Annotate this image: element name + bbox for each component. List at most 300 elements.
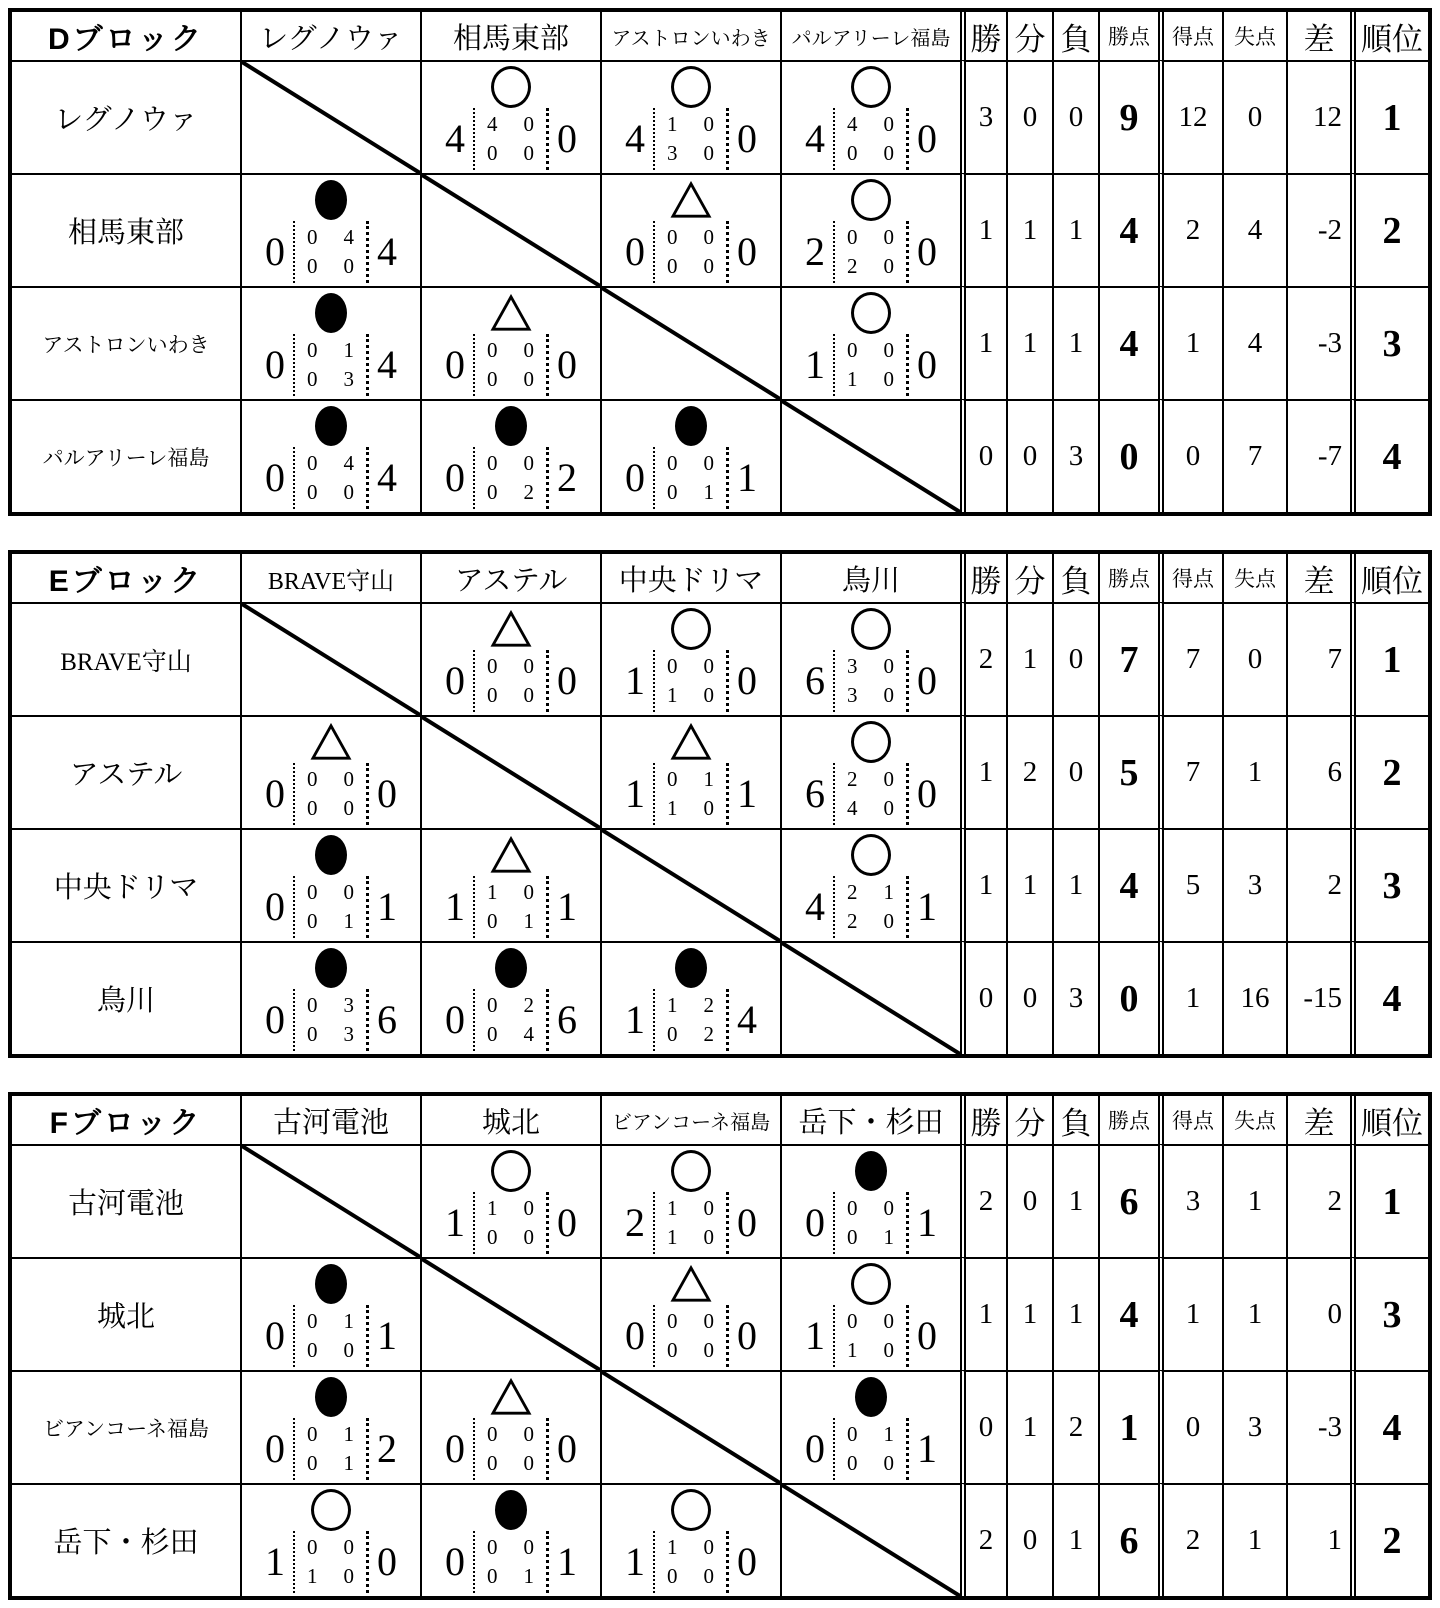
win-icon (491, 1150, 531, 1192)
stat-header: 分 (1006, 12, 1052, 60)
period-score: 0 (523, 367, 534, 391)
period-score: 3 (847, 683, 858, 707)
period-score: 0 (667, 1564, 678, 1588)
draw-icon (490, 608, 532, 650)
draws-cell: 2 (1006, 715, 1052, 828)
loss-icon (315, 405, 347, 447)
away-score: 1 (737, 771, 757, 816)
goal-diff-cell: 12 (1286, 60, 1350, 173)
period-scores (653, 447, 729, 509)
match-cell (240, 1483, 420, 1596)
stat-header: 失点 (1222, 1096, 1286, 1144)
opponent-header: ビアンコーネ福島 (600, 1096, 780, 1144)
stat-header: 負 (1052, 1096, 1098, 1144)
opponent-header: BRAVE守山 (240, 554, 420, 602)
goal-diff-cell: 1 (1286, 1483, 1350, 1596)
period-scores (653, 1192, 729, 1254)
rank-cell: 2 (1350, 1483, 1428, 1596)
score-line (437, 876, 585, 938)
goals-for-cell: 1 (1158, 286, 1222, 399)
loss-icon (495, 947, 527, 989)
goals-for-cell: 2 (1158, 173, 1222, 286)
period-score: 0 (703, 451, 714, 475)
period-score: 0 (487, 1564, 498, 1588)
score-line (257, 989, 405, 1051)
loss-icon (315, 834, 347, 876)
draw-icon (670, 179, 712, 221)
score-line (257, 1305, 405, 1367)
wins-cell: 2 (960, 602, 1006, 715)
period-score: 0 (703, 225, 714, 249)
diagonal-cell (780, 399, 960, 512)
opponent-header: 岳下・杉田 (780, 1096, 960, 1144)
draw-icon (490, 292, 532, 334)
period-scores (653, 221, 729, 283)
period-score: 0 (703, 141, 714, 165)
points-cell: 5 (1098, 715, 1158, 828)
goals-against-cell: 3 (1222, 1370, 1286, 1483)
opponent-header: 鳥川 (780, 554, 960, 602)
goals-against-cell: 16 (1222, 941, 1286, 1054)
match-cell (780, 715, 960, 828)
period-score: 0 (487, 480, 498, 504)
period-score: 0 (343, 1338, 354, 1362)
diagonal-cell (780, 941, 960, 1054)
diagonal-cell (600, 286, 780, 399)
period-scores (473, 447, 549, 509)
period-score: 0 (307, 1451, 318, 1475)
wins-cell: 2 (960, 1483, 1006, 1596)
period-score: 0 (667, 254, 678, 278)
diagonal-line (242, 62, 420, 173)
draws-cell: 1 (1006, 1370, 1052, 1483)
period-score: 0 (883, 1338, 894, 1362)
diagonal-cell (420, 715, 600, 828)
goals-for-cell: 7 (1158, 715, 1222, 828)
wins-cell: 1 (960, 173, 1006, 286)
match-cell (420, 399, 600, 512)
score-line (437, 108, 585, 170)
home-score: 0 (805, 1426, 825, 1471)
stat-header: 得点 (1158, 1096, 1222, 1144)
losses-cell: 0 (1052, 715, 1098, 828)
diagonal-line (422, 1259, 600, 1370)
period-score: 0 (307, 225, 318, 249)
score-line (797, 334, 945, 396)
period-score: 1 (307, 1564, 318, 1588)
score-line (617, 989, 765, 1051)
rank-cell: 2 (1350, 715, 1428, 828)
period-score: 1 (703, 480, 714, 504)
home-score: 2 (805, 229, 825, 274)
away-score: 1 (737, 455, 757, 500)
period-score: 0 (847, 338, 858, 362)
opponent-header: アステル (420, 554, 600, 602)
goals-against-cell: 1 (1222, 1257, 1286, 1370)
home-score: 0 (445, 997, 465, 1042)
period-scores (473, 1531, 549, 1593)
goals-against-cell: 1 (1222, 1483, 1286, 1596)
home-score: 0 (445, 455, 465, 500)
away-score: 0 (557, 658, 577, 703)
win-icon (851, 608, 891, 650)
losses-cell: 1 (1052, 173, 1098, 286)
team-name: レグノウァ (12, 60, 240, 173)
score-line (617, 1531, 765, 1593)
win-icon (671, 1489, 711, 1531)
opponent-header: 中央ドリマ (600, 554, 780, 602)
away-score: 1 (377, 1313, 397, 1358)
goals-for-cell: 5 (1158, 828, 1222, 941)
stat-header: 勝 (960, 1096, 1006, 1144)
period-scores (293, 1531, 369, 1593)
home-score: 1 (625, 658, 645, 703)
period-score: 0 (523, 1451, 534, 1475)
diagonal-line (242, 604, 420, 715)
match-cell (420, 286, 600, 399)
points-cell: 7 (1098, 602, 1158, 715)
score-line (437, 447, 585, 509)
home-score: 0 (625, 229, 645, 274)
away-score: 1 (377, 884, 397, 929)
team-name: 相馬東部 (12, 173, 240, 286)
period-score: 0 (703, 1564, 714, 1588)
away-score: 0 (917, 658, 937, 703)
period-score: 0 (847, 225, 858, 249)
period-score: 0 (307, 367, 318, 391)
wins-cell: 0 (960, 941, 1006, 1054)
period-score: 0 (883, 767, 894, 791)
period-score: 1 (343, 1422, 354, 1446)
score-line (617, 447, 765, 509)
home-score: 0 (265, 455, 285, 500)
period-score: 0 (487, 909, 498, 933)
period-scores (473, 334, 549, 396)
wins-cell: 1 (960, 828, 1006, 941)
period-score: 0 (487, 1451, 498, 1475)
period-scores (293, 1305, 369, 1367)
period-score: 2 (523, 993, 534, 1017)
match-cell (420, 602, 600, 715)
home-score: 0 (265, 229, 285, 274)
rank-cell: 4 (1350, 941, 1428, 1054)
points-cell: 1 (1098, 1370, 1158, 1483)
period-score: 0 (523, 880, 534, 904)
period-score: 0 (883, 254, 894, 278)
goal-diff-cell: 2 (1286, 828, 1350, 941)
stat-header: 差 (1286, 1096, 1350, 1144)
match-cell (240, 715, 420, 828)
diagonal-line (782, 1485, 960, 1596)
home-score: 0 (805, 1200, 825, 1245)
period-score: 0 (343, 254, 354, 278)
period-score: 0 (343, 767, 354, 791)
diagonal-cell (420, 1257, 600, 1370)
home-score: 0 (625, 455, 645, 500)
diagonal-cell (240, 60, 420, 173)
period-score: 0 (487, 683, 498, 707)
losses-cell: 1 (1052, 1144, 1098, 1257)
match-cell (780, 286, 960, 399)
diagonal-line (782, 401, 960, 512)
home-score: 6 (805, 771, 825, 816)
period-scores (473, 1192, 549, 1254)
goals-for-cell: 0 (1158, 399, 1222, 512)
home-score: 0 (625, 1313, 645, 1358)
match-cell (240, 399, 420, 512)
period-score: 0 (667, 1022, 678, 1046)
match-cell (780, 1370, 960, 1483)
rank-cell: 4 (1350, 399, 1428, 512)
match-cell (240, 941, 420, 1054)
period-score: 0 (883, 112, 894, 136)
period-score: 0 (307, 1338, 318, 1362)
goals-against-cell: 1 (1222, 715, 1286, 828)
goal-diff-cell: -7 (1286, 399, 1350, 512)
period-scores (833, 876, 909, 938)
away-score: 4 (377, 229, 397, 274)
period-score: 4 (487, 112, 498, 136)
period-score: 4 (523, 1022, 534, 1046)
losses-cell: 1 (1052, 1483, 1098, 1596)
team-name: ビアンコーネ福島 (12, 1370, 240, 1483)
match-cell (240, 1257, 420, 1370)
period-score: 3 (343, 367, 354, 391)
away-score: 0 (737, 229, 757, 274)
opponent-header: 古河電池 (240, 1096, 420, 1144)
period-score: 0 (883, 141, 894, 165)
away-score: 1 (557, 884, 577, 929)
score-line (797, 876, 945, 938)
team-name: 城北 (12, 1257, 240, 1370)
period-score: 0 (523, 1422, 534, 1446)
team-name: アステル (12, 715, 240, 828)
period-score: 0 (847, 1451, 858, 1475)
home-score: 6 (805, 658, 825, 703)
loss-icon (495, 405, 527, 447)
match-cell (600, 399, 780, 512)
match-cell (240, 1370, 420, 1483)
block-table-E (8, 550, 1432, 1058)
period-score: 1 (667, 796, 678, 820)
period-score: 0 (703, 683, 714, 707)
period-score: 0 (703, 1225, 714, 1249)
home-score: 0 (445, 342, 465, 387)
period-scores (833, 108, 909, 170)
period-score: 1 (523, 909, 534, 933)
stat-header: 順位 (1350, 554, 1428, 602)
match-cell (600, 1483, 780, 1596)
score-line (437, 989, 585, 1051)
period-score: 1 (883, 1225, 894, 1249)
period-score: 0 (487, 1535, 498, 1559)
period-score: 0 (847, 1422, 858, 1446)
opponent-header: 城北 (420, 1096, 600, 1144)
home-score: 1 (805, 1313, 825, 1358)
period-score: 0 (307, 796, 318, 820)
period-score: 1 (667, 993, 678, 1017)
draw-icon (490, 1376, 532, 1418)
period-score: 1 (343, 1309, 354, 1333)
team-name: BRAVE守山 (12, 602, 240, 715)
match-cell (780, 1257, 960, 1370)
period-score: 0 (883, 1196, 894, 1220)
draws-cell: 1 (1006, 1257, 1052, 1370)
score-line (617, 221, 765, 283)
score-line (797, 221, 945, 283)
score-line (257, 876, 405, 938)
home-score: 1 (625, 997, 645, 1042)
score-line (617, 650, 765, 712)
period-score: 0 (487, 141, 498, 165)
stat-header: 差 (1286, 12, 1350, 60)
period-score: 0 (703, 1196, 714, 1220)
losses-cell: 0 (1052, 60, 1098, 173)
away-score: 0 (737, 116, 757, 161)
home-score: 4 (805, 884, 825, 929)
win-icon (851, 179, 891, 221)
wins-cell: 1 (960, 715, 1006, 828)
away-score: 0 (377, 771, 397, 816)
home-score: 0 (445, 658, 465, 703)
points-cell: 0 (1098, 399, 1158, 512)
period-score: 1 (703, 767, 714, 791)
home-score: 1 (805, 342, 825, 387)
period-score: 0 (847, 1196, 858, 1220)
away-score: 4 (377, 455, 397, 500)
period-score: 0 (883, 796, 894, 820)
diagonal-line (242, 1146, 420, 1257)
period-score: 0 (883, 338, 894, 362)
away-score: 0 (737, 658, 757, 703)
period-score: 2 (847, 909, 858, 933)
period-score: 0 (307, 909, 318, 933)
period-score: 0 (523, 338, 534, 362)
period-score: 0 (883, 909, 894, 933)
block-table-D (8, 8, 1432, 516)
score-line (617, 763, 765, 825)
goals-against-cell: 1 (1222, 1144, 1286, 1257)
stat-header: 勝点 (1098, 12, 1158, 60)
period-score: 0 (703, 254, 714, 278)
score-line (797, 1305, 945, 1367)
wins-cell: 1 (960, 1257, 1006, 1370)
away-score: 0 (917, 342, 937, 387)
score-line (617, 1305, 765, 1367)
period-score: 0 (343, 1535, 354, 1559)
period-score: 0 (523, 654, 534, 678)
score-line (437, 650, 585, 712)
block-title: Fブロック (49, 1107, 203, 1140)
period-score: 1 (343, 338, 354, 362)
period-score: 0 (523, 451, 534, 475)
rank-cell: 1 (1350, 1144, 1428, 1257)
block-title: Dブロック (47, 23, 205, 56)
goals-for-cell: 0 (1158, 1370, 1222, 1483)
period-score: 4 (847, 796, 858, 820)
period-score: 0 (847, 1309, 858, 1333)
win-icon (671, 608, 711, 650)
opponent-header: パルアリーレ福島 (780, 12, 960, 60)
period-score: 1 (667, 112, 678, 136)
period-score: 0 (307, 1535, 318, 1559)
stat-header: 得点 (1158, 554, 1222, 602)
home-score: 4 (625, 116, 645, 161)
score-line (797, 763, 945, 825)
win-icon (851, 721, 891, 763)
match-cell (600, 1144, 780, 1257)
period-score: 0 (487, 367, 498, 391)
loss-icon (315, 1376, 347, 1418)
match-cell (420, 828, 600, 941)
period-score: 1 (667, 1535, 678, 1559)
diagonal-line (602, 830, 780, 941)
home-score: 0 (445, 1539, 465, 1584)
period-score: 0 (307, 767, 318, 791)
draws-cell: 0 (1006, 399, 1052, 512)
period-score: 0 (343, 880, 354, 904)
draw-icon (670, 721, 712, 763)
score-line (437, 334, 585, 396)
goal-diff-cell: 7 (1286, 602, 1350, 715)
score-line (437, 1531, 585, 1593)
away-score: 1 (557, 1539, 577, 1584)
diagonal-cell (780, 1483, 960, 1596)
points-cell: 9 (1098, 60, 1158, 173)
period-scores (833, 1192, 909, 1254)
losses-cell: 1 (1052, 286, 1098, 399)
away-score: 0 (557, 1200, 577, 1245)
stat-header: 勝点 (1098, 1096, 1158, 1144)
away-score: 6 (377, 997, 397, 1042)
period-scores (473, 989, 549, 1051)
goal-diff-cell: 0 (1286, 1257, 1350, 1370)
match-cell (420, 941, 600, 1054)
diagonal-cell (600, 1370, 780, 1483)
home-score: 1 (445, 1200, 465, 1245)
stat-header: 失点 (1222, 554, 1286, 602)
rank-cell: 4 (1350, 1370, 1428, 1483)
period-score: 0 (667, 654, 678, 678)
away-score: 0 (917, 116, 937, 161)
period-score: 0 (487, 993, 498, 1017)
period-score: 0 (847, 141, 858, 165)
wins-cell: 0 (960, 1370, 1006, 1483)
period-score: 0 (307, 1422, 318, 1446)
period-score: 2 (523, 480, 534, 504)
points-cell: 0 (1098, 941, 1158, 1054)
goals-for-cell: 7 (1158, 602, 1222, 715)
period-score: 0 (307, 993, 318, 1017)
away-score: 0 (737, 1539, 757, 1584)
goal-diff-cell: -3 (1286, 286, 1350, 399)
period-score: 0 (883, 683, 894, 707)
period-score: 1 (343, 909, 354, 933)
period-score: 0 (307, 451, 318, 475)
diagonal-cell (420, 173, 600, 286)
block-title: Eブロック (48, 565, 204, 598)
wins-cell: 3 (960, 60, 1006, 173)
period-score: 4 (343, 225, 354, 249)
match-cell (600, 1257, 780, 1370)
score-line (257, 221, 405, 283)
score-line (257, 447, 405, 509)
points-cell: 4 (1098, 286, 1158, 399)
period-scores (653, 1531, 729, 1593)
stat-header: 順位 (1350, 1096, 1428, 1144)
score-line (797, 650, 945, 712)
home-score: 0 (265, 771, 285, 816)
